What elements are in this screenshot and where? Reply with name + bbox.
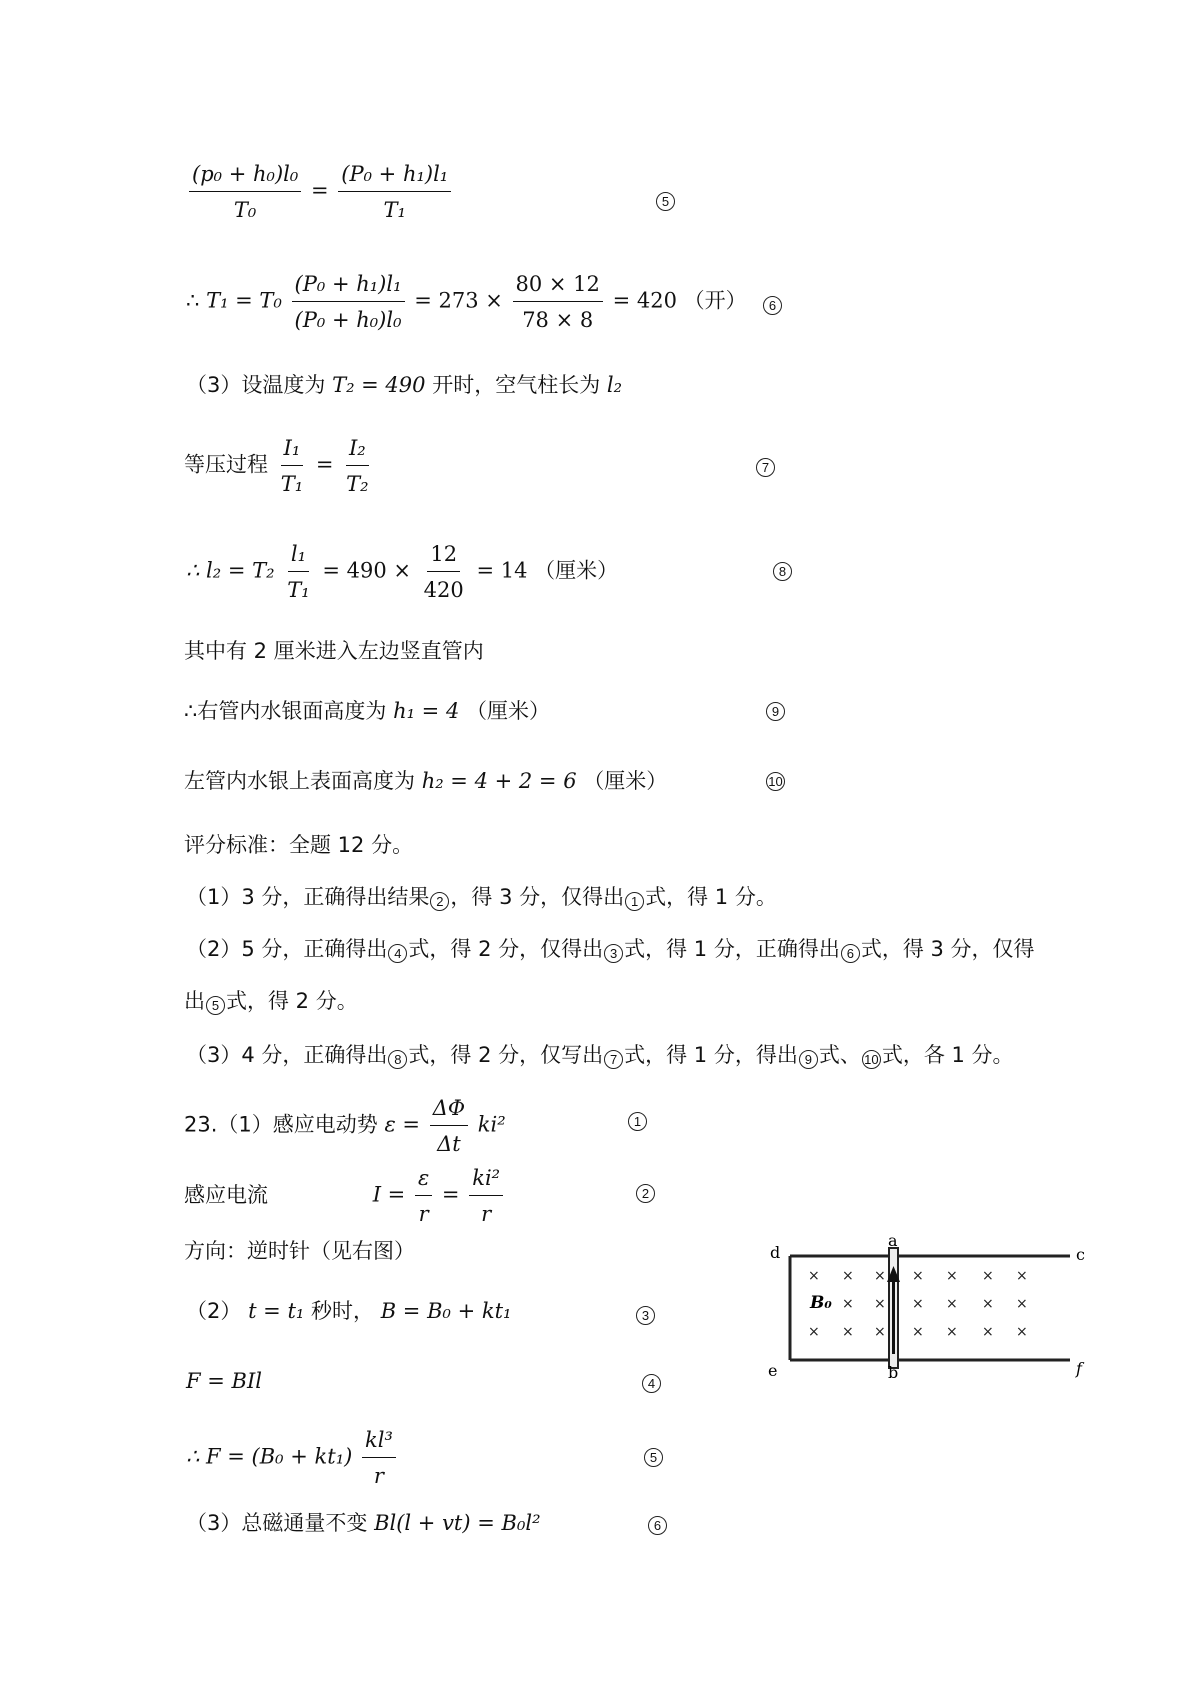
- denominator: T₁: [287, 578, 310, 603]
- equation-marker: 2: [636, 1184, 655, 1203]
- label-f: f: [1076, 1359, 1082, 1378]
- fraction: [284, 542, 312, 602]
- numerator: (P₀ + h₁)l₁: [292, 272, 405, 302]
- text: （2）5 分，正确得出: [186, 937, 388, 961]
- equation-marker: 9: [766, 702, 785, 721]
- label-e: e: [768, 1361, 778, 1378]
- equation-result: = 14: [476, 558, 528, 583]
- part-3-intro: [186, 374, 622, 397]
- unit-label: （厘米）: [583, 769, 668, 793]
- equals-sign: =: [310, 178, 329, 203]
- text: 式，各 1 分。: [881, 1043, 1014, 1067]
- text: 23.（1）感应电动势: [184, 1112, 378, 1137]
- equation-marker: 6: [648, 1516, 667, 1535]
- equation-6: [186, 272, 747, 332]
- q23-equation-1: [184, 1096, 506, 1156]
- equation-8: [186, 542, 618, 602]
- equals-sign: =: [441, 1182, 460, 1207]
- equation-10: [184, 770, 667, 793]
- equation-marker: 5: [644, 1448, 663, 1467]
- equation-marker: 3: [604, 944, 623, 963]
- text: ∴右管内水银面高度为: [184, 699, 387, 723]
- text: 式、: [818, 1043, 861, 1067]
- label-field-b0: B₀: [810, 1293, 832, 1313]
- text: 式，得 1 分，得出: [624, 1043, 798, 1067]
- label-d: d: [770, 1243, 781, 1262]
- equation-middle: = 490 ×: [322, 558, 411, 583]
- numerator: l₁: [288, 542, 309, 572]
- equation-marker: 3: [636, 1306, 655, 1325]
- field-x-mark: ×: [946, 1268, 958, 1284]
- denominator: r: [418, 1202, 429, 1227]
- numerator: kl³: [362, 1428, 396, 1458]
- text: 式，得 2 分，仅得出: [408, 937, 604, 961]
- numerator: ΔΦ: [430, 1096, 468, 1126]
- field-x-mark: ×: [946, 1296, 958, 1312]
- fraction: [415, 1166, 432, 1226]
- q23-equation-3: [186, 1300, 511, 1323]
- label-c: c: [1076, 1245, 1085, 1264]
- text: 式，得 3 分，仅得: [860, 937, 1035, 961]
- equation-lead: I =: [372, 1182, 406, 1207]
- field-x-mark: ×: [874, 1324, 886, 1340]
- fraction: [189, 162, 301, 222]
- equation-marker: 1: [628, 1112, 647, 1131]
- equation-marker: 7: [756, 458, 775, 477]
- equation-lead: T₁ = T₀: [206, 288, 282, 313]
- equation-lead: ∴ F = (B₀ + kt₁): [186, 1444, 353, 1469]
- equation-marker: 5: [656, 192, 675, 211]
- equation-marker: 8: [773, 562, 792, 581]
- text: （3）设温度为: [186, 373, 326, 397]
- numerator: (P₀ + h₁)l₁: [338, 162, 451, 192]
- equation-marker: 8: [388, 1050, 407, 1069]
- text: 式，得 1 分。: [645, 885, 777, 909]
- q23-equation-4: F = BIl: [186, 1369, 262, 1393]
- text: 式，得 2 分。: [226, 989, 358, 1013]
- fraction: [513, 272, 603, 332]
- field-x-mark: ×: [982, 1296, 994, 1312]
- math-inline: B = B₀ + kt₁: [380, 1299, 512, 1323]
- equation-lead: ε =: [384, 1112, 420, 1137]
- fraction: [421, 542, 467, 602]
- text-line: 其中有 2 厘米进入左边竖直管内: [184, 639, 484, 663]
- q23-equation-6: [186, 1512, 541, 1535]
- equation-marker: 2: [430, 892, 449, 911]
- denominator: (P₀ + h₀)l₀: [294, 308, 402, 333]
- direction-text: 方向：逆时针（见右图）: [184, 1239, 415, 1263]
- field-x-mark: ×: [874, 1268, 886, 1284]
- numerator: (p₀ + h₀)l₀: [189, 162, 301, 192]
- equation-result: = 420: [612, 288, 677, 313]
- numerator: 12: [427, 542, 460, 572]
- fraction: [278, 436, 306, 496]
- field-x-mark: ×: [874, 1296, 886, 1312]
- text: （2）: [186, 1299, 242, 1323]
- equation-lead: ∴ l₂ = T₂: [186, 558, 275, 583]
- equation-9: [184, 700, 550, 723]
- field-x-mark: ×: [912, 1268, 924, 1284]
- denominator: r: [373, 1464, 384, 1489]
- denominator: r: [481, 1202, 492, 1227]
- field-x-mark: ×: [842, 1324, 854, 1340]
- text: 开时，空气柱长为: [432, 373, 601, 397]
- label-a: a: [888, 1231, 898, 1250]
- equation-middle: = 273 ×: [414, 288, 503, 313]
- numerator: 80 × 12: [513, 272, 603, 302]
- text: 秒时，: [311, 1299, 374, 1323]
- numerator: I₂: [346, 436, 369, 466]
- unit-label: （厘米）: [534, 558, 619, 583]
- text: 等压过程: [184, 452, 268, 477]
- equation-marker: 5: [206, 996, 225, 1015]
- field-x-mark: ×: [1016, 1324, 1028, 1340]
- label-b: b: [888, 1363, 899, 1378]
- numerator: I₁: [281, 436, 304, 466]
- field-x-mark: ×: [912, 1324, 924, 1340]
- math-inline: t = t₁: [248, 1299, 305, 1323]
- equation-5: [186, 162, 454, 222]
- equation-marker: 7: [604, 1050, 623, 1069]
- text: 左管内水银上表面高度为: [184, 769, 415, 793]
- equation-7: [184, 436, 375, 496]
- text: （3）总磁通量不变: [186, 1511, 368, 1535]
- field-x-mark: ×: [1016, 1296, 1028, 1312]
- equation-marker: 10: [766, 772, 785, 791]
- q23-equation-5: [186, 1428, 399, 1488]
- field-x-mark: ×: [946, 1324, 958, 1340]
- denominator: T₁: [383, 198, 406, 223]
- equation-marker: 4: [388, 944, 407, 963]
- text: 式，得 2 分，仅写出: [408, 1043, 604, 1067]
- field-x-mark: ×: [842, 1268, 854, 1284]
- denominator: T₁: [280, 472, 304, 497]
- text: ，得 3 分，仅得出: [450, 885, 625, 909]
- field-x-mark: ×: [982, 1324, 994, 1340]
- fraction: [362, 1428, 396, 1488]
- field-x-mark: ×: [982, 1268, 994, 1284]
- scoring-part-3: [186, 1044, 1014, 1067]
- scoring-part-2-cont: [184, 990, 358, 1013]
- field-x-mark: ×: [842, 1296, 854, 1312]
- numerator: ki²: [469, 1166, 503, 1196]
- text: （1）3 分，正确得出结果: [186, 885, 430, 909]
- equation-marker: 6: [841, 944, 860, 963]
- fraction: [430, 1096, 468, 1156]
- unit-label: （开）: [683, 288, 747, 313]
- fraction: [343, 436, 371, 496]
- denominator: 78 × 8: [522, 308, 594, 333]
- equation-marker: 9: [799, 1050, 818, 1069]
- text: （3）4 分，正确得出: [186, 1043, 388, 1067]
- math-inline: l₂: [606, 373, 623, 397]
- scoring-title: 评分标准：全题 12 分。: [184, 833, 414, 857]
- text: 式，得 1 分，正确得出: [624, 937, 840, 961]
- scoring-part-1: [186, 886, 777, 909]
- fraction: [292, 272, 405, 332]
- circuit-diagram: [760, 1228, 1090, 1378]
- equation-tail: ki²: [477, 1112, 506, 1137]
- denominator: T₀: [233, 198, 257, 223]
- field-x-mark: ×: [808, 1324, 820, 1340]
- denominator: T₂: [346, 472, 369, 497]
- field-x-mark: ×: [808, 1268, 820, 1284]
- math-inline: h₂ = 4 + 2 = 6: [421, 769, 577, 793]
- fraction: [338, 162, 451, 222]
- q23-equation-2: [184, 1166, 506, 1226]
- denominator: 420: [423, 578, 464, 603]
- denominator: Δt: [437, 1132, 461, 1157]
- math-inline: Bl(l + vt) = B₀l²: [374, 1511, 541, 1535]
- fraction: [469, 1166, 503, 1226]
- field-marks: [808, 1268, 1028, 1340]
- equals-sign: =: [315, 452, 334, 477]
- text: 出: [184, 989, 205, 1013]
- equation-marker: 4: [642, 1374, 661, 1393]
- therefore-symbol: ∴: [186, 288, 200, 313]
- equation-marker: 10: [862, 1050, 881, 1069]
- field-x-mark: ×: [912, 1296, 924, 1312]
- math-inline: h₁ = 4: [393, 699, 460, 723]
- equation-marker: 6: [763, 296, 782, 315]
- scoring-part-2: [186, 938, 1035, 961]
- math-inline: T₂ = 490: [332, 373, 426, 397]
- equation-marker: 1: [625, 892, 644, 911]
- text: 感应电流: [184, 1182, 268, 1207]
- numerator: ε: [415, 1166, 432, 1196]
- unit-label: （厘米）: [466, 699, 551, 723]
- field-x-mark: ×: [1016, 1268, 1028, 1284]
